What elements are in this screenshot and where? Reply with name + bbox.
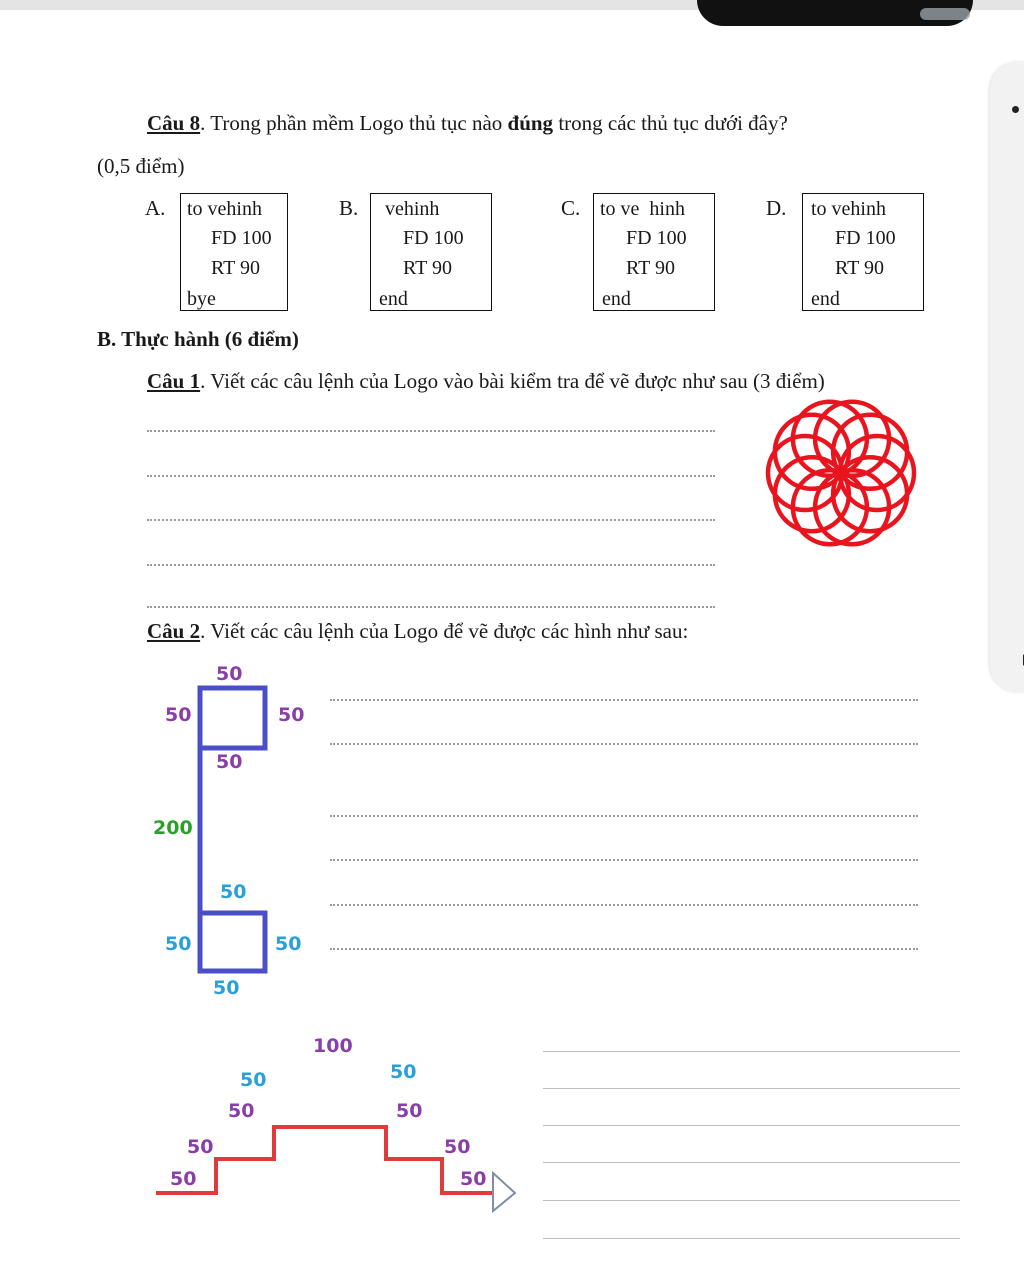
option-d-line: to vehinh (811, 198, 886, 220)
bottom-square-left-label: 50 (165, 933, 192, 955)
option-b-line: vehinh (385, 198, 440, 220)
answer-line[interactable] (543, 1200, 960, 1201)
answer-line[interactable] (543, 1088, 960, 1089)
option-a-line: to vehinh (187, 198, 262, 220)
left-riser-upper-label: 50 (240, 1069, 267, 1091)
top-square-right-label: 50 (278, 704, 305, 726)
answer-line[interactable] (330, 743, 918, 745)
rosette-circle (793, 470, 867, 544)
answer-line[interactable] (147, 606, 715, 608)
option-b-letter: B. (339, 196, 359, 220)
option-a-line: RT 90 (211, 257, 260, 279)
top-square-bottom-label: 50 (216, 751, 243, 773)
section-b-title: B. Thực hành (6 điểm) (97, 327, 299, 351)
top-edge-label: 100 (313, 1035, 353, 1057)
answer-line[interactable] (147, 564, 715, 566)
right-step-upper-label: 50 (396, 1100, 423, 1122)
option-c-line: FD 100 (626, 227, 687, 249)
left-step-lower-label: 50 (170, 1168, 197, 1190)
option-a-line: FD 100 (211, 227, 272, 249)
option-d-line: end (811, 288, 840, 310)
q8-bold: đúng (507, 111, 554, 135)
option-a-line: bye (187, 288, 216, 310)
rosette-figure (758, 395, 924, 555)
q1-text: . Viết các câu lệnh của Logo vào bài kiểm tra để vẽ được như sau (3 điểm) (200, 369, 825, 393)
answer-line[interactable] (147, 475, 715, 477)
q8-label: Câu 8 (147, 111, 201, 135)
answer-line[interactable] (147, 430, 715, 432)
bottom-square (200, 913, 265, 971)
bottom-square-bottom-label: 50 (213, 977, 240, 999)
stem-label: 200 (153, 817, 193, 839)
left-riser-lower-label: 50 (187, 1136, 214, 1158)
option-b-line: RT 90 (403, 257, 452, 279)
rosette-circle (815, 470, 889, 544)
q8-rest: trong các thủ tục dưới đây? (553, 111, 788, 135)
option-d-line: RT 90 (835, 257, 884, 279)
figure-stairs (140, 1025, 540, 1225)
option-b-line: end (379, 288, 408, 310)
option-d-box (802, 193, 924, 311)
q2-question (147, 620, 688, 643)
side-panel-dot (1012, 106, 1019, 113)
top-square (200, 688, 265, 748)
q1-label: Câu 1 (147, 369, 201, 393)
q2-label: Câu 2 (147, 619, 201, 643)
rosette-circle (815, 402, 889, 476)
option-b-box (370, 193, 492, 311)
top-square-left-label: 50 (165, 704, 192, 726)
option-d-letter: D. (766, 196, 787, 220)
answer-line[interactable] (543, 1162, 960, 1163)
figure-flag (140, 655, 340, 1005)
answer-line[interactable] (330, 904, 918, 906)
q8-text: . Trong phần mềm Logo thủ tục nào (200, 111, 508, 135)
answer-line[interactable] (543, 1051, 960, 1052)
bottom-square-right-label: 50 (275, 933, 302, 955)
right-step-lower-label: 50 (460, 1168, 487, 1190)
option-c-letter: C. (561, 196, 581, 220)
right-riser-upper-label: 50 (390, 1061, 417, 1083)
q1-question (147, 370, 825, 393)
answer-line[interactable] (147, 519, 715, 521)
answer-line[interactable] (330, 859, 918, 861)
q8-question (147, 112, 788, 135)
answer-line[interactable] (330, 699, 918, 701)
answer-line[interactable] (330, 815, 918, 817)
top-square-top-label: 50 (216, 663, 243, 685)
answer-line[interactable] (543, 1238, 960, 1239)
option-c-line: end (602, 288, 631, 310)
bottom-square-top-label: 50 (220, 881, 247, 903)
option-c-line: RT 90 (626, 257, 675, 279)
option-c-line: to ve hinh (600, 198, 685, 220)
right-riser-lower-label: 50 (444, 1136, 471, 1158)
option-c-box (593, 193, 715, 311)
option-a-box (180, 193, 288, 311)
side-panel-handle[interactable] (990, 62, 1024, 692)
q8-score: (0,5 điểm) (97, 154, 185, 178)
notch-indicator (920, 8, 970, 20)
turtle-icon (493, 1173, 515, 1211)
q2-text: . Viết các câu lệnh của Logo để vẽ được các hình như sau: (200, 619, 689, 643)
rosette-circles (768, 402, 914, 544)
option-b-line: FD 100 (403, 227, 464, 249)
option-a-letter: A. (145, 196, 166, 220)
option-d-line: FD 100 (835, 227, 896, 249)
rosette-circle (793, 402, 867, 476)
answer-line[interactable] (543, 1125, 960, 1126)
left-step-upper-label: 50 (228, 1100, 255, 1122)
answer-line[interactable] (330, 948, 918, 950)
